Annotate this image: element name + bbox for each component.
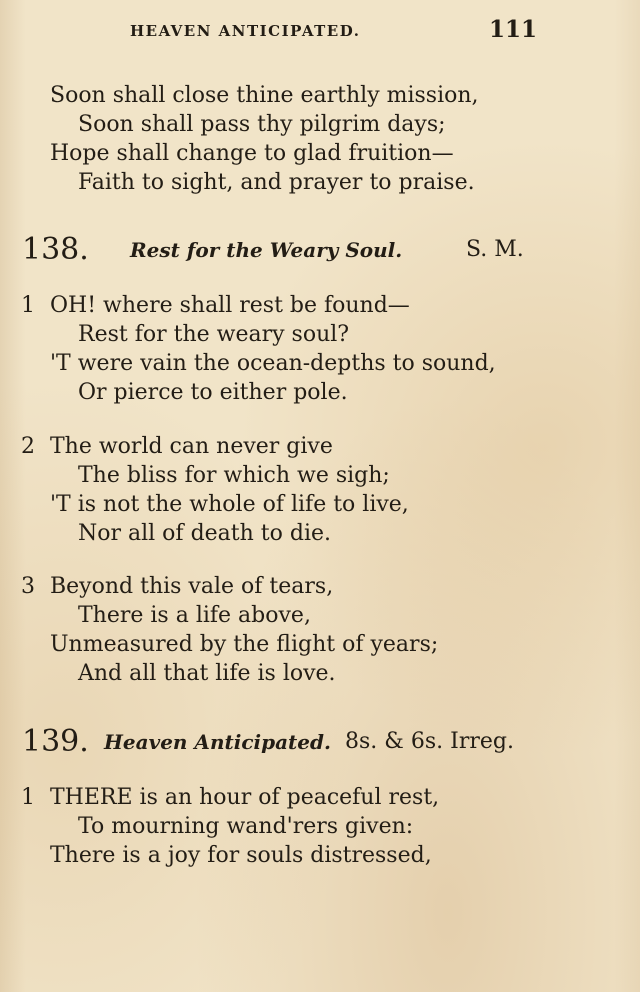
verse-line: 'T were vain the ocean-depths to sound, bbox=[50, 351, 496, 376]
verse-line: There is a life above, bbox=[78, 603, 311, 628]
verse-number: 2 bbox=[21, 434, 35, 459]
verse-line: Or pierce to either pole. bbox=[78, 380, 348, 405]
verse-line: OH! where shall rest be found— bbox=[50, 293, 410, 318]
verse-line: And all that life is love. bbox=[78, 661, 336, 686]
verse-line: Beyond this vale of tears, bbox=[50, 574, 334, 599]
hymn-meter: S. M. bbox=[466, 237, 524, 262]
hymn-meter: 8s. & 6s. Irreg. bbox=[345, 729, 514, 754]
verse-line: Faith to sight, and prayer to praise. bbox=[78, 170, 475, 195]
verse-line: Unmeasured by the flight of years; bbox=[50, 632, 439, 657]
verse-number: 1 bbox=[21, 293, 35, 318]
verse-line: There is a joy for souls distressed, bbox=[50, 843, 432, 868]
verse-line: Rest for the weary soul? bbox=[78, 322, 350, 347]
verse-line: To mourning wand'rers given: bbox=[78, 814, 414, 839]
running-head: HEAVEN ANTICIPATED. bbox=[130, 22, 361, 40]
hymn-number: 138. bbox=[22, 232, 89, 267]
verse-line: Hope shall change to glad fruition— bbox=[50, 141, 454, 166]
hymn-heading bbox=[0, 230, 640, 270]
verse-line: 'T is not the whole of life to live, bbox=[50, 492, 409, 517]
verse-line: Nor all of death to die. bbox=[78, 521, 331, 546]
hymn-heading bbox=[0, 722, 640, 762]
hymn-number: 139. bbox=[22, 724, 89, 759]
verse-line: Soon shall close thine earthly mission, bbox=[50, 83, 479, 108]
hymn-title: Rest for the Weary Soul. bbox=[130, 238, 403, 262]
hymn-title: Heaven Anticipated. bbox=[104, 730, 331, 754]
verse-line: The world can never give bbox=[50, 434, 333, 459]
verse-line: The bliss for which we sigh; bbox=[78, 463, 390, 488]
page-number: 111 bbox=[489, 16, 538, 43]
verse-number: 1 bbox=[21, 785, 35, 810]
verse-line: THERE is an hour of peaceful rest, bbox=[50, 785, 440, 810]
verse-line: Soon shall pass thy pilgrim days; bbox=[78, 112, 446, 137]
verse-number: 3 bbox=[21, 574, 35, 599]
